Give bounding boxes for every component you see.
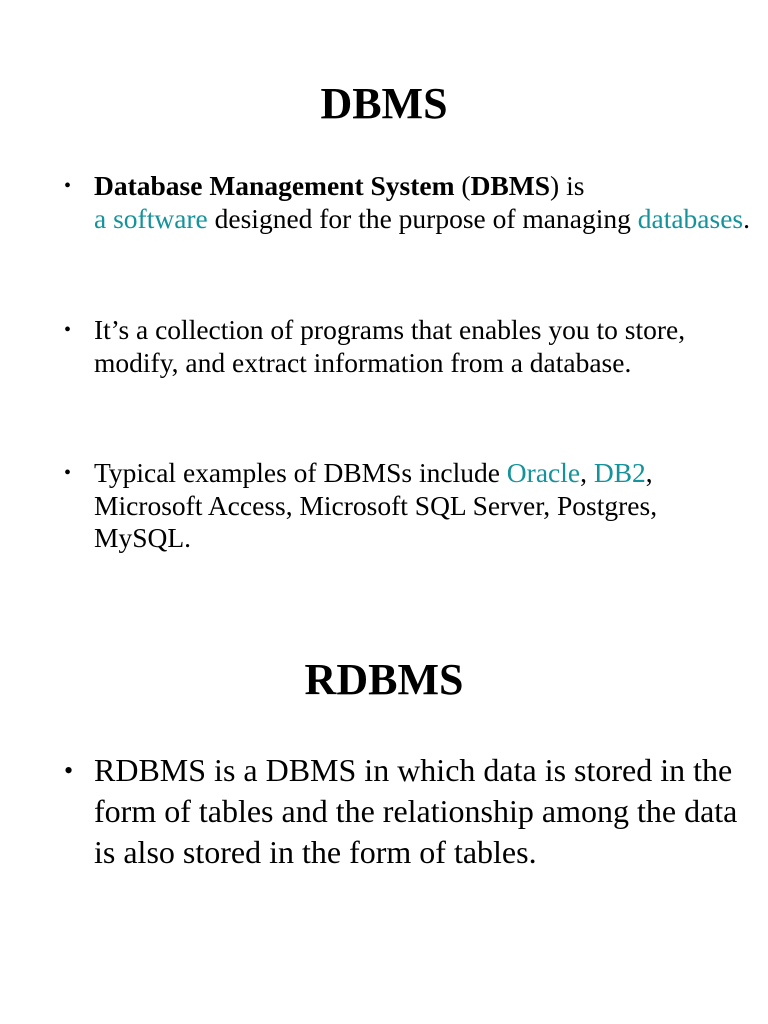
- dbms-examples-bullet: [64, 457, 754, 555]
- link-a-software[interactable]: a software: [94, 202, 208, 234]
- link-db2[interactable]: DB2: [593, 457, 646, 488]
- text-is: is: [559, 170, 585, 201]
- bullet-text: It’s a collection of programs that enables you to store, modify, and extract information from a database.: [94, 314, 686, 378]
- bullet-text: Database Management System (DBMS) is a software designed for the purpose of managing databases.: [94, 170, 750, 234]
- bullet-text: RDBMS is a DBMS in which data is stored in the form of tables and the relationship among the data is also stored in the form of tables.: [94, 752, 738, 870]
- dbms-heading: DBMS: [320, 79, 448, 128]
- rdbms-definition-bullet: [64, 750, 754, 873]
- bullet-dot: •: [64, 319, 72, 341]
- text-designed-for: designed for the purpose of managing: [207, 202, 638, 234]
- dbms-collection-bullet: [64, 314, 754, 379]
- link-oracle[interactable]: Oracle: [506, 457, 581, 488]
- text-examples-rest: , Microsoft Access, Microsoft SQL Server, Postgres, MySQL.: [94, 457, 658, 553]
- link-databases[interactable]: databases: [637, 202, 744, 234]
- bullet-dot: •: [64, 175, 72, 197]
- text-typical-examples: Typical examples of DBMSs include: [94, 457, 507, 488]
- dbms-term-bold: Database Management System: [94, 170, 455, 201]
- text-period: .: [743, 202, 750, 234]
- dbms-acronym-bold: DBMS: [470, 170, 551, 201]
- text-comma: ,: [580, 457, 594, 488]
- bullet-text: [94, 457, 754, 555]
- bullet-dot: •: [64, 462, 72, 484]
- dbms-definition-bullet: [64, 170, 754, 235]
- rdbms-heading: RDBMS: [304, 655, 464, 704]
- bullet-dot: •: [64, 756, 74, 785]
